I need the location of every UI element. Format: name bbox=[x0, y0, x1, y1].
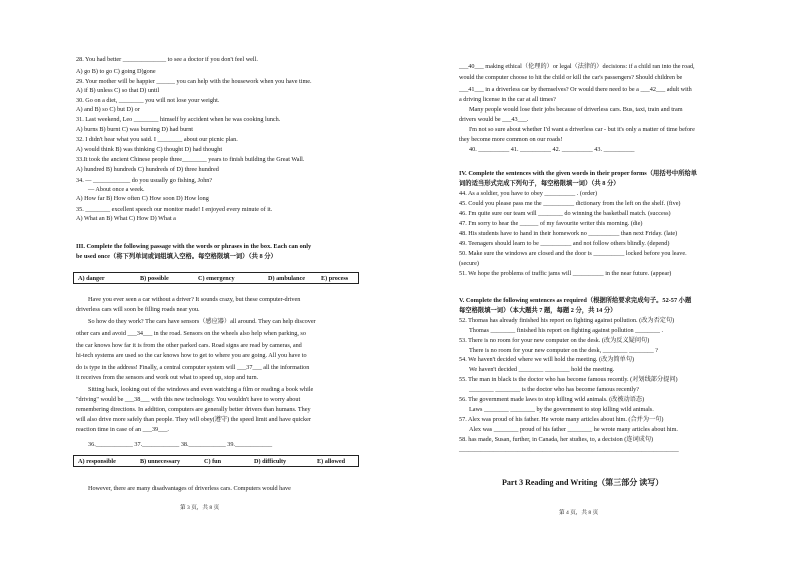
text-line: ________ ________ is the doctor who has become famous recently? bbox=[469, 386, 639, 393]
text-line: A) hundred B) hundreds C) hundreds of D) three hundred bbox=[76, 166, 219, 173]
text-line: A) would think B) was thinking C) thought D) had thought bbox=[76, 146, 223, 153]
section-heading: IV. Complete the sentences with the given words in their proper forms（用括号中所给单 bbox=[459, 170, 698, 177]
text-line: However, there are many disadvantages of driverless cars. Computers would have bbox=[88, 485, 291, 492]
section-heading: V. Complete the following sentences as required（根据所给要求完成句子。52-57 小题 bbox=[459, 297, 692, 304]
text-line: I'm not so sure about whether I'd want a driverless car - but it's only a matter of time before bbox=[469, 126, 695, 133]
text-line: ___41___ in a driverless car by themselves? Or would there need to be a ___42___ adult with bbox=[459, 86, 692, 93]
text-line: 53. There is no room for your new computer on the desk. (改为反义疑问句) bbox=[459, 337, 650, 344]
text-line: 46. I'm quite sure our team will ________ do winning the basketball match. (success) bbox=[459, 210, 671, 217]
text-line: There is no room for your new computer on the desk, ________ ________ ? bbox=[469, 347, 659, 354]
text-line: driverless cars will soon be filling roads near you. bbox=[76, 306, 200, 313]
page-footer: 第 4 页，共 8 页 bbox=[559, 510, 599, 516]
text-line: 28. You had better ______________ to see a doctor if you don't feel well. bbox=[76, 56, 258, 63]
text-line: remembering directions. In addition, computers are generally better drivers than humans. They bbox=[76, 406, 311, 413]
text-line: A) and B) so C) but D) or bbox=[76, 106, 140, 113]
text-line: reaction time in case of an ___39___. bbox=[76, 426, 169, 433]
text-line: 45. Could you please pass me the __________ dictionary from the left on the shelf. (five) bbox=[459, 200, 681, 207]
text-line: 40. __________ 41. __________ 42. __________ 43. __________ bbox=[469, 146, 635, 153]
word-box-option: D) difficulty bbox=[254, 458, 287, 465]
section-heading: be used once（将下列单词或词组填入空格。每空格限填一词）（共 8 分） bbox=[76, 253, 277, 260]
text-line: A) How far B) How often C) How soon D) How long bbox=[76, 195, 209, 202]
text-line: 49. Teenagers should learn to be __________ and not follow others blindly. (depend) bbox=[459, 240, 670, 247]
text-line: 44. As a soldier, you have to obey __________ . (order) bbox=[459, 190, 598, 197]
text-line: 56. The government made laws to stop killing wild animals. (改被动语态) bbox=[459, 396, 645, 403]
section-heading: III. Complete the following passage with the words or phrases in the box. Each can only bbox=[76, 243, 312, 250]
text-line: Many people would lose their jobs because of driverless cars. Bus, taxi, train and tram bbox=[469, 106, 683, 113]
text-line: _______________________________________________________________________ bbox=[459, 446, 679, 453]
word-box-option: B) unnecessary bbox=[140, 458, 181, 465]
text-line: 48. His students have to hand in their homework no __________ than next Friday. (late) bbox=[459, 230, 678, 237]
text-line: 50. Make sure the windows are closed and the door is __________ locked before you leave. bbox=[459, 250, 687, 257]
text-line: A) burns B) burnt C) was burning D) had burnt bbox=[76, 126, 194, 133]
text-line: "driving" would be ___38___ with this new technology. You wouldn't have to worry about bbox=[76, 396, 301, 403]
text-line: Sitting back, looking out of the windows and even watching a film or reading a book while bbox=[88, 386, 314, 393]
text-line: ___40___ making ethical（伦理的）or legal（法律的）decisions: if a child ran into the road, bbox=[459, 63, 695, 70]
text-line: A) What an B) What C) How D) What a bbox=[76, 215, 176, 222]
text-line: hi-tech systems are used so the car knows how to get to where you are going. All you have to bbox=[76, 352, 307, 359]
text-line: 35. ________ excellent speech our monitor made! I enjoyed every minute of it. bbox=[76, 206, 273, 213]
word-box-option: E) process bbox=[321, 275, 349, 282]
word-box-option: C) fun bbox=[204, 458, 222, 465]
text-line: 58. has made, Susan, further, in Canada, her studies, to, a decision (连词成句) bbox=[459, 436, 654, 443]
text-line: (secure) bbox=[459, 260, 479, 267]
word-box-option: C) emergency bbox=[198, 275, 235, 282]
text-line: will also drive more safely than people. They will obey(遵守) the speed limit and have quicker bbox=[76, 416, 311, 423]
text-line: Alex was ________ proud of his father ________ he wrote many articles about him. bbox=[469, 426, 678, 433]
text-line: Have you ever seen a car without a driver? It sounds crazy, but these computer-driven bbox=[88, 296, 301, 303]
text-line: they become more common on our roads! bbox=[459, 136, 563, 143]
text-line: Thomas ________ finished his report on fighting against pollution ________ . bbox=[469, 327, 664, 334]
text-line: 29. Your mother will be happier ______ you can help with the housework when you have time. bbox=[76, 78, 312, 85]
section-heading: 词的适当形式完成下列句子，每空格限填一词）（共 8 分） bbox=[459, 180, 620, 187]
text-line: other cars and avoid ___34___ in the road. Sensors on the wheels also help when parking, so bbox=[76, 330, 306, 337]
text-line: 32. I didn't hear what you said. I ________ about our picnic plan. bbox=[76, 136, 238, 143]
text-line: 34. — ____________ do you usually go fishing, John? bbox=[76, 177, 213, 184]
text-line: 33.It took the ancient Chinese people three________ years to finish building the Great Wall. bbox=[76, 156, 305, 163]
text-line: So how do they work? The cars have sensors（感应器）all around. They can help discover bbox=[88, 318, 316, 325]
word-box-option: E) allowed bbox=[317, 458, 346, 465]
word-box-option: D) ambulance bbox=[268, 275, 305, 282]
word-box-option: B) possible bbox=[140, 275, 169, 282]
text-line: 52. Thomas has already finished his report on fighting against pollution. (改为否定句) bbox=[459, 317, 675, 324]
text-line: it receives from the sensors and work out what to speed up, stop and turn. bbox=[76, 374, 259, 381]
page-footer: 第 3 页，共 8 页 bbox=[180, 505, 220, 511]
text-line: A) if B) unless C) so that D) until bbox=[76, 87, 160, 94]
word-box-1 bbox=[73, 272, 359, 284]
text-line: 54. We haven't decided where we will hold the meeting. (改为简单句) bbox=[459, 356, 635, 363]
text-line: 47. I'm sorry to hear the ______ of my favourite writer this morning. (die) bbox=[459, 220, 643, 227]
word-box-2 bbox=[73, 455, 359, 467]
text-line: 57. Alex was proud of his father. He wrote many articles about him. (合并为一句) bbox=[459, 416, 664, 423]
word-box-option: A) responsible bbox=[78, 458, 116, 465]
text-line: 30. Go on a diet, ________ you will not lose your weight. bbox=[76, 97, 220, 104]
right-page bbox=[397, 0, 794, 561]
text-line: 31. Last weekend, Leo ________ himself by accident when he was cooking lunch. bbox=[76, 116, 281, 123]
word-box-option: A) danger bbox=[78, 275, 105, 282]
text-line: drivers would be ___43___. bbox=[459, 116, 529, 123]
text-line: do is type in the address! Finally, a central computer system will ___37___ all the information bbox=[76, 364, 310, 371]
text-line: a driving license in the car at all times? bbox=[459, 96, 556, 103]
text-line: 55. The man in black is the doctor who has become famous recently. (对划线部分提问) bbox=[459, 376, 678, 383]
text-line: would the computer choose to hit the child or kill the car's passengers? Should children be bbox=[459, 74, 683, 81]
part-title: Part 3 Reading and Writing（第三部分 读写） bbox=[502, 478, 664, 487]
text-line: 51. We hope the problems of traffic jams will __________ in the near future. (appear) bbox=[459, 270, 672, 277]
section-heading: 每空格限填一词）（本大题共 7 题，每题 2 分，共 14 分） bbox=[459, 307, 617, 314]
text-line: Laws ________ ________ by the government to stop killing wild animals. bbox=[469, 406, 654, 413]
text-line: A) go B) to go C) going D)gone bbox=[76, 68, 156, 75]
text-line: the car knows how far it is from the other parked cars. Road signs are read by cameras, and bbox=[76, 342, 302, 349]
text-line: 36.____________ 37.____________ 38.____________ 39.____________ bbox=[88, 441, 273, 448]
text-line: We haven't decided ________ ________ hold the meeting. bbox=[469, 366, 615, 373]
text-line: — About once a week. bbox=[88, 186, 145, 193]
